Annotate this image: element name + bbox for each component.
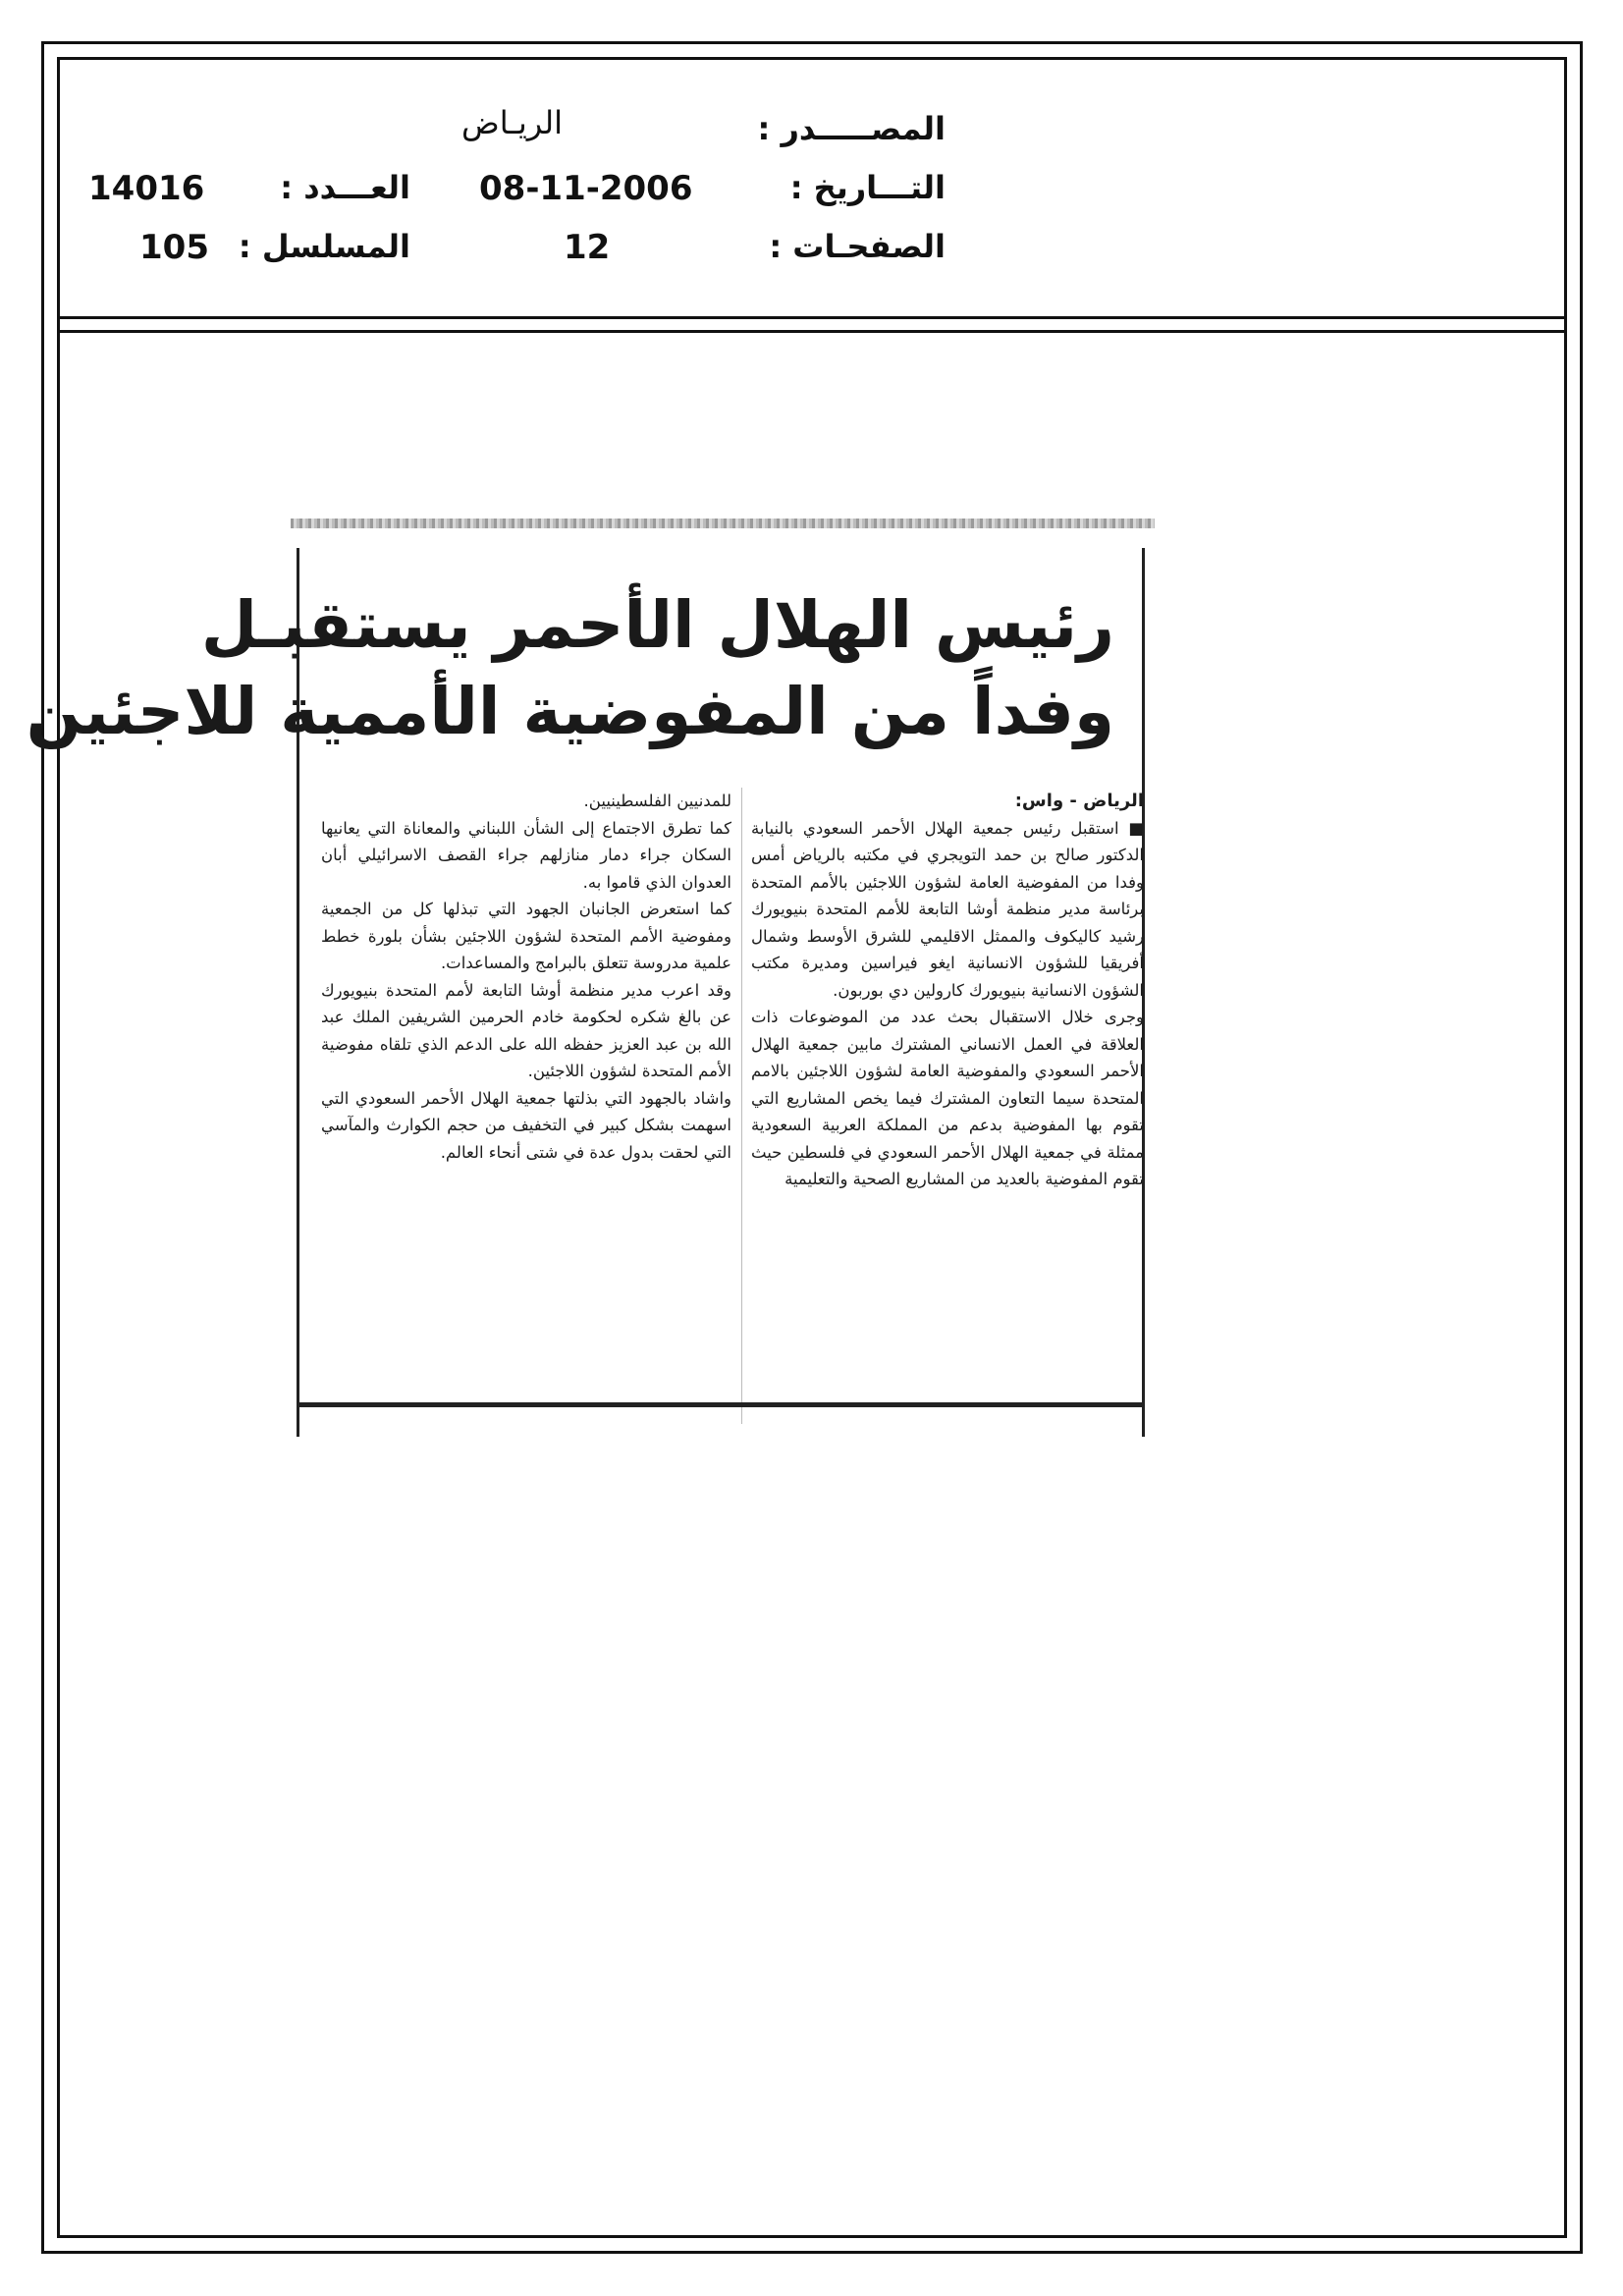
article-paragraph: للمدنيين الفلسطينيين. <box>583 792 731 810</box>
source-value: الريـاض <box>461 104 564 141</box>
clipping-frame <box>26 548 1145 1437</box>
newspaper-clipping <box>26 519 1155 1442</box>
pages-value: 12 <box>564 228 611 267</box>
date-label: التـــاريخ : <box>789 169 946 206</box>
serial-label: المسلسل : <box>238 228 410 265</box>
date-value: 08-11-2006 <box>479 169 693 208</box>
article-column-left <box>321 788 731 1166</box>
source-label: المصـــــدر : <box>757 110 946 147</box>
column-divider <box>741 788 742 1424</box>
article-paragraph: وقد اعرب مدير منظمة أوشا التابعة لأمم المتحدة بنيويورك عن بالغ شكره لحكومة خادم الحرمين الشريفين الملك عبد الله بن عبد العزيز حفظه الله على الدعم الذي تلقاه مفوضية الأمم المتحدة لشؤون اللاجئين. <box>321 980 731 1080</box>
issue-label: العـــدد : <box>280 169 410 206</box>
article-paragraph: واشاد بالجهود التي بذلتها جمعية الهلال الأحمر السعودي التي اسهمت بشكل كبير في التخفيف من حجم الكوارث والمآسي التي لحقت بدول عدة في شتى أنحاء العالم. <box>321 1088 731 1162</box>
pages-label: الصفحـات : <box>769 228 946 265</box>
headline-line-2: وفداً من المفوضية الأممية للاجئين <box>26 674 1114 749</box>
article-paragraph: كما تطرق الاجتماع إلى الشأن اللبناني والمعاناة التي يعانيها السكان جراء دمار منازلهم جراء القصف الاسرائيلي أبان العدوان الذي قاموا به. <box>321 818 731 892</box>
dateline: الرياض - واس: <box>1014 791 1144 811</box>
header-rule-top <box>57 316 1567 319</box>
article-paragraph: كما استعرض الجانبان الجهود التي تبذلها كل من الجمعية ومفوضية الأمم المتحدة لشؤون اللاجئين بشأن بلورة خطط علمية مدروسة تتعلق بالبرامج والمساعدات. <box>321 900 731 972</box>
article-column-right <box>751 788 1144 1193</box>
article-paragraph: وجرى خلال الاستقبال بحث عدد من الموضوعات ذات العلاقة في العمل الانساني المشترك مابين جمعية الهلال الأحمر السعودي والمفوضية العامة لشؤون اللاجئين بالامم المتحدة سيما التعاون المشترك فيما يخص المشاريع التي تقوم بها المفوضية بدعم من المملكة العربية السعودية ممثلة في جمعية الهلال الأحمر السعودي في فلسطين حيث تقوم المفوضية بالعديد من المشاريع الصحية والتعليمية <box>751 1008 1144 1188</box>
clipping-bottom-rule <box>297 1402 1145 1407</box>
header-rule-bottom <box>57 330 1567 333</box>
article-paragraph: ■ استقبل رئيس جمعية الهلال الأحمر السعودي بالنيابة الدكتور صالح بن حمد التويجري في مكتبه بالرياض أمس وفدا من المفوضية العامة لشؤون اللاجئين بالأمم المتحدة برئاسة مدير منظمة أوشا التابعة للأمم المتحدة بنيويورك رشيد كاليكوف والممثل الاقليمي للشرق الأوسط وشمال أفريقيا للشؤون الانسانية ايغو فيراسين ومديرة مكتب الشؤون الانسانية بنيويورك كارولين دي بوربون. <box>751 818 1144 1000</box>
clipping-torn-edge <box>291 519 1155 528</box>
serial-value: 105 <box>139 228 209 267</box>
headline-line-1: رئيس الهلال الأحمر يستقبـل <box>200 587 1114 663</box>
issue-value: 14016 <box>88 169 205 208</box>
